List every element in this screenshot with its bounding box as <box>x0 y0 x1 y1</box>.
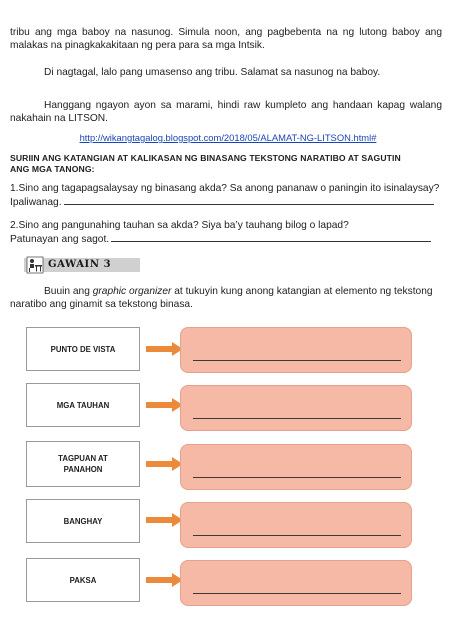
gawain-title: GAWAIN 3 <box>48 259 112 270</box>
organizer-label-box-tagpuan-at-panahon <box>26 441 140 487</box>
story-paragraph-1: tribu ang mga baboy na nasunog. Simula noon, ang pagbebenta na ng lutong baboy ang malakas na pinagkakakitaan ng pera para sa mga Intsik. <box>10 27 442 51</box>
answer-box-tagpuan-at-panahon[interactable] <box>180 444 412 490</box>
instruction <box>10 285 442 311</box>
source-link[interactable]: http://wikangtagalog.blogspot.com/2018/05/ALAMAT-NG-LITSON.html# <box>79 132 377 143</box>
instruction-part-1: Buuin ang <box>44 286 93 297</box>
answer-box-punto-de-vista[interactable] <box>180 327 412 373</box>
section-heading-line-1: SURIIN ANG KATANGIAN AT KALIKASAN NG BINASANG TEKSTONG NARATIBO AT SAGUTIN <box>10 153 401 163</box>
answer-line <box>193 360 401 361</box>
organizer-label: BANGHAY <box>63 516 103 526</box>
organizer-label: PUNTO DE VISTA <box>50 344 116 354</box>
story-paragraph-3: Hanggang ngayon ayon sa marami, hindi raw kumpleto ang handaan kapag walang nakahain na LITSON. <box>10 100 442 124</box>
organizer-label: TAGPUAN AT PANAHON <box>58 454 108 474</box>
answer-box-mga-tauhan[interactable] <box>180 385 412 431</box>
question-2-line-2 <box>10 232 442 246</box>
answer-line-1[interactable] <box>64 195 434 205</box>
question-2-text: 2.Sino ang pangunahing tauhan sa akda? Siya ba’y tauhang bilog o lapad? <box>10 220 349 231</box>
organizer-label-box-paksa <box>26 558 140 602</box>
answer-box-banghay[interactable] <box>180 502 412 548</box>
organizer-label: MGA TAUHAN <box>56 400 110 410</box>
answer-line <box>193 418 401 419</box>
question-1 <box>10 182 442 209</box>
organizer-label-box-banghay <box>26 499 140 543</box>
question-1-line-2 <box>10 195 442 209</box>
question-1-prompt: Ipaliwanag. <box>10 197 62 208</box>
arrow-right-icon <box>146 513 184 527</box>
story-paragraph-2: Di nagtagal, lalo pang umasenso ang tribu. Salamat sa nasunog na baboy. <box>44 67 381 78</box>
question-1-text: 1.Sino ang tagapagsalaysay ng binasang akda? Sa anong pananaw o paningin ito isinalaysay? <box>10 183 440 194</box>
answer-line <box>193 477 401 478</box>
question-2 <box>10 219 442 246</box>
question-2-prompt: Patunayan ang sagot. <box>10 234 110 245</box>
organizer-label: PAKSA <box>69 575 97 585</box>
instruction-emphasis: graphic organizer <box>92 286 172 297</box>
answer-line <box>193 593 401 594</box>
arrow-right-icon <box>146 457 184 471</box>
arrow-right-icon <box>146 398 184 412</box>
answer-line <box>193 535 401 536</box>
instruction-part-2: at tukuyin kung anong katangian at elemento ng tekstong naratibo ang ginamit sa tekstong binasa. <box>10 286 433 310</box>
organizer-label-box-punto-de-vista <box>26 327 140 371</box>
answer-box-paksa[interactable] <box>180 560 412 606</box>
arrow-right-icon <box>146 573 184 587</box>
student-desk-icon <box>26 256 44 274</box>
section-heading-line-2: ANG MGA TANONG: <box>10 164 95 174</box>
arrow-right-icon <box>146 342 184 356</box>
organizer-label-box-mga-tauhan <box>26 383 140 427</box>
answer-line-2[interactable] <box>111 232 431 242</box>
